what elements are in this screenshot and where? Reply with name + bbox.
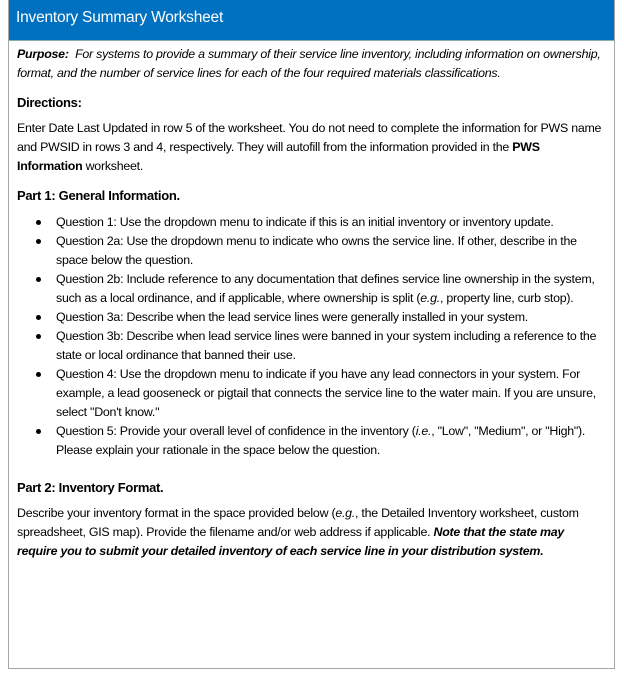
part2-text-b: , the Detailed Inventory worksheet, custom spreadsheet, GIS map). Provide the filename and/or web address if applicable. xyxy=(17,506,579,539)
question-text-a: Question 4: Use the dropdown menu to indicate if you have any lead connectors in your system. For example, a lead gooseneck or pigtail that connects the service line to the water main. If you are unsure, select "Don't know." xyxy=(56,367,596,419)
question-text-a: Question 1: Use the dropdown menu to indicate if this is an initial inventory or inventory update. xyxy=(56,215,554,229)
part2-eg: e.g. xyxy=(335,506,356,520)
question-list-item xyxy=(56,327,606,365)
part1-question-list xyxy=(17,213,606,460)
question-list-item xyxy=(56,365,606,422)
question-text-i: i.e. xyxy=(415,424,432,438)
purpose-paragraph xyxy=(17,45,606,83)
sheet-title: Inventory Summary Worksheet xyxy=(9,0,614,41)
question-text-b: , property line, curb stop). xyxy=(439,291,574,305)
question-text-a: Question 5: Provide your overall level of confidence in the inventory ( xyxy=(56,424,416,438)
part2-text xyxy=(17,504,606,561)
part2-heading: Part 2: Inventory Format. xyxy=(17,480,164,495)
purpose-label: Purpose: xyxy=(17,47,69,61)
question-list-item xyxy=(56,308,606,327)
part1-heading: Part 1: General Information. xyxy=(17,188,180,203)
directions-text-b: worksheet. xyxy=(82,159,144,173)
question-text-a: Question 2a: Use the dropdown menu to indicate who owns the service line. If other, describe in the space below the question. xyxy=(56,234,577,267)
question-list-item xyxy=(56,213,606,232)
question-text-i: e.g. xyxy=(420,291,440,305)
question-text-b: , "Low", "Medium", or "High"). Please explain your rationale in the space below the question. xyxy=(56,424,586,457)
question-list-item xyxy=(56,270,606,308)
part2-note: Note that the state may require you to submit your detailed inventory of each service line in your distribution system. xyxy=(17,525,565,558)
purpose-text: For systems to provide a summary of their service line inventory, including information on ownership, format, and the number of service lines for each of the four required materials classifications. xyxy=(17,47,601,80)
question-list-item xyxy=(56,232,606,270)
question-text-a: Question 3a: Describe when the lead service lines were generally installed in your system. xyxy=(56,310,528,324)
question-text-a: Question 3b: Describe when lead service lines were banned in your system including a reference to the state or local ordinance that banned their use. xyxy=(56,329,597,362)
inventory-summary-sheet xyxy=(8,0,615,669)
pws-information-ref: PWS Information xyxy=(17,140,540,173)
directions-text xyxy=(17,119,606,176)
directions-text-a: Enter Date Last Updated in row 5 of the worksheet. You do not need to complete the information for PWS name and PWSID in rows 3 and 4, respectively. They will autofill from the information provided in the xyxy=(17,121,602,154)
question-list-item xyxy=(56,422,606,460)
part2-text-a: Describe your inventory format in the space provided below ( xyxy=(17,506,336,520)
question-text-a: Question 2b: Include reference to any documentation that defines service line ownership in the system, such as a local ordinance, and if applicable, where ownership is split ( xyxy=(56,272,595,305)
directions-heading: Directions: xyxy=(17,95,82,110)
